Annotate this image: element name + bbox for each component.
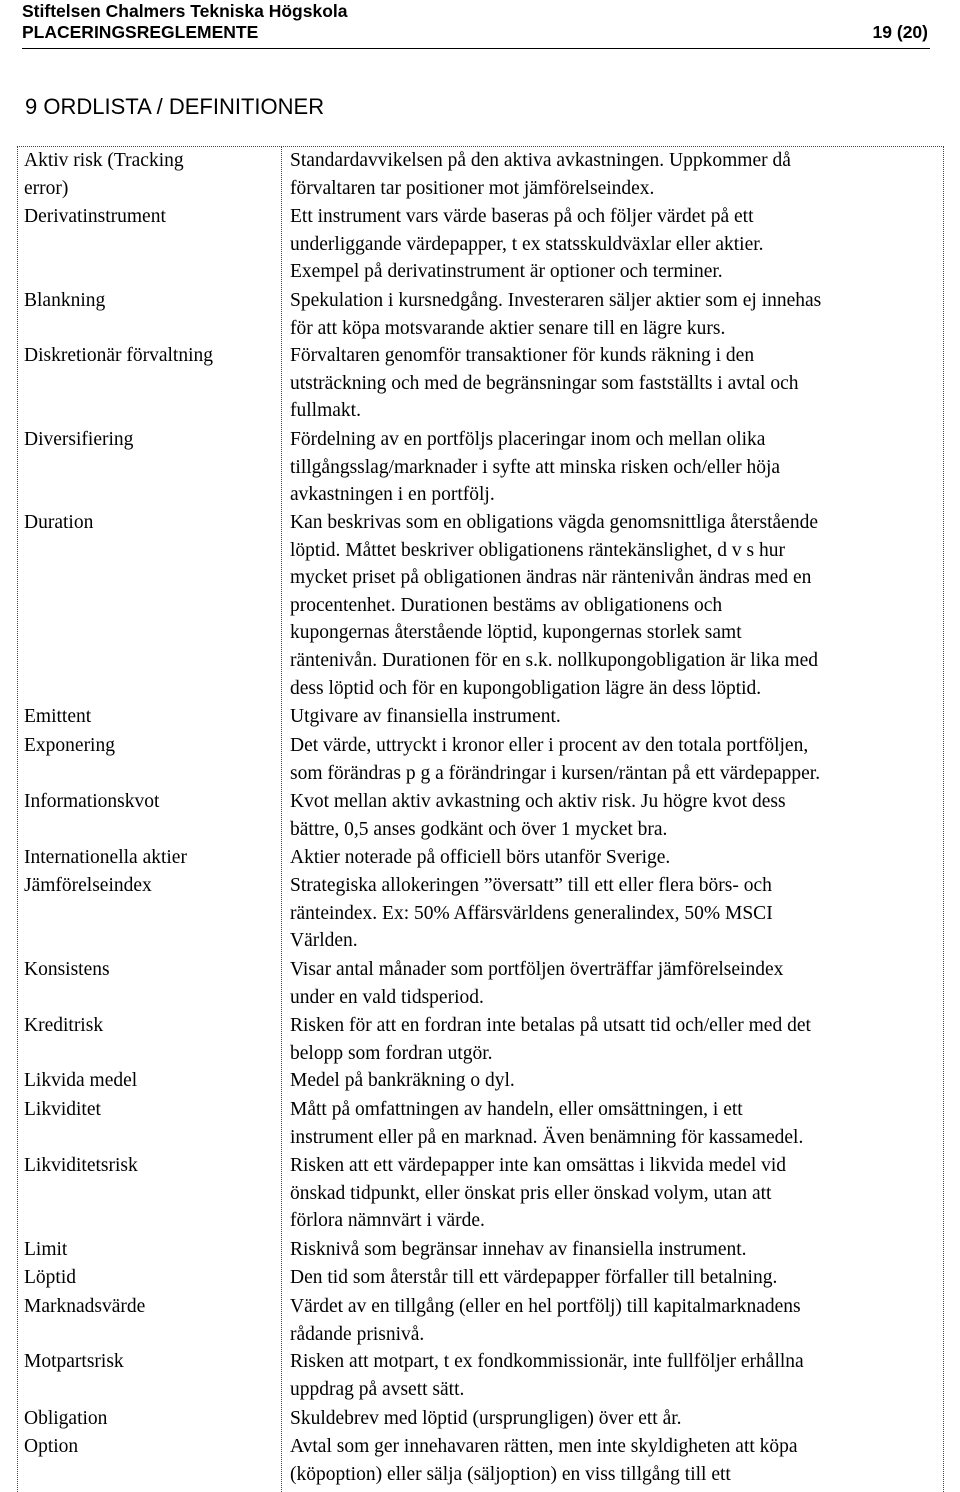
glossary-definition: Standardavvikelsen på den aktiva avkastningen. Uppkommer då förvaltaren tar positioner mot jämförelseindex. [290,150,791,199]
glossary-definition: Den tid som återstår till ett värdepapper förfaller till betalning. [290,1267,778,1288]
glossary-term: Duration [24,512,94,533]
glossary-term: Derivatinstrument [24,206,166,227]
glossary-term: Aktiv risk (Tracking error) [24,150,184,199]
glossary-definition: Skuldebrev med löptid (ursprungligen) över ett år. [290,1408,682,1429]
glossary-term: Marknadsvärde [24,1296,146,1317]
glossary-term: Emittent [24,706,92,727]
glossary-term: Likviditet [24,1099,101,1120]
glossary-term: Konsistens [24,959,110,980]
glossary-definition: Kvot mellan aktiv avkastning och aktiv risk. Ju högre kvot dess bättre, 0,5 anses godkänt och över 1 mycket bra. [290,791,786,840]
glossary-definition: Förvaltaren genomför transaktioner för kunds räkning i den utsträckning och med de begränsningar som fastställts i avtal och fullmakt. [290,345,799,422]
glossary-term: Likviditetsrisk [24,1155,138,1176]
glossary-term: Jämförelseindex [24,875,152,896]
glossary-definition: Utgivare av finansiella instrument. [290,706,561,727]
glossary-term: Blankning [24,290,106,311]
glossary-term: Exponering [24,735,115,756]
glossary-term: Limit [24,1239,68,1260]
glossary-term: Option [24,1436,79,1457]
section-title: 9 ORDLISTA / DEFINITIONER [25,94,325,119]
glossary-definition: Risknivå som begränsar innehav av finansiella instrument. [290,1239,747,1260]
glossary-term: Internationella aktier [24,847,187,868]
glossary-definition: Fördelning av en portföljs placeringar inom och mellan olika tillgångsslag/marknader i syfte att minska risken och/eller höja avkastningen i en portfölj. [290,429,781,506]
glossary-term: Diskretionär förvaltning [24,345,213,366]
glossary-term: Informationskvot [24,791,160,812]
glossary-definition: Risken att motpart, t ex fondkommissionär, inte fullföljer erhållna uppdrag på avsett sätt. [290,1351,804,1400]
page-number: 19 (20) [872,22,928,42]
glossary-definition: Aktier noterade på officiell börs utanför Sverige. [290,847,671,868]
glossary-definition: Värdet av en tillgång (eller en hel portfölj) till kapitalmarknadens rådande prisnivå. [290,1296,801,1345]
glossary-definition: Risken att ett värdepapper inte kan omsättas i likvida medel vid önskad tidpunkt, eller önskat pris eller önskad volym, utan att förlora nämnvärt i värde. [290,1155,787,1232]
glossary-definition: Ett instrument vars värde baseras på och följer värdet på ett underliggande värdepapper, t ex statsskuldväxlar eller aktier. Exempel på derivatinstrument är optioner och terminer. [290,206,764,283]
glossary-definition: Spekulation i kursnedgång. Investeraren säljer aktier som ej innehas för att köpa motsvarande aktier senare till en lägre kurs. [290,290,822,339]
glossary-term: Motpartsrisk [24,1351,124,1372]
glossary-definition: Risken för att en fordran inte betalas på utsatt tid och/eller med det belopp som fordran utgör. [290,1015,811,1064]
glossary-definition: Visar antal månader som portföljen överträffar jämförelseindex under en vald tidsperiod. [290,959,784,1008]
glossary-definition: Kan beskrivas som en obligations vägda genomsnittliga återstående löptid. Måttet beskriver obligationens räntekänslighet, d v s hur mycket priset på obligationen ändras när räntenivån ändras med en procentenhet. Durationen bestäms av obligationens och kupongernas återstående löptid, kupongernas storlek samt räntenivån. Durationen för en s.k. nollkupongobligation är lika med dess löptid och för en kupongobligation lägre än dess löptid. [290,512,818,699]
glossary-definition: Det värde, uttryckt i kronor eller i procent av den totala portföljen, som förändras p g a förändringar i kursen/räntan på ett värdepapper. [290,735,821,784]
glossary-term: Löptid [24,1267,76,1288]
glossary-term: Kreditrisk [24,1015,104,1036]
organization-name: Stiftelsen Chalmers Tekniska Högskola [22,1,348,21]
glossary-term: Diversifiering [24,429,134,450]
glossary-definition: Medel på bankräkning o dyl. [290,1070,515,1091]
glossary-term: Obligation [24,1408,108,1429]
document-title: PLACERINGSREGLEMENTE [22,22,259,42]
glossary-definition: Avtal som ger innehavaren rätten, men inte skyldigheten att köpa (köpoption) eller sälja (säljoption) en viss tillgång till ett [290,1436,798,1485]
glossary-term: Likvida medel [24,1070,138,1091]
glossary-definition: Strategiska allokeringen ”översatt” till ett eller flera börs- och ränteindex. Ex: 50% Affärsvärldens generalindex, 50% MSCI Världen. [290,875,773,952]
header-rule [22,48,930,49]
column-divider [281,147,282,1492]
glossary-definition: Mått på omfattningen av handeln, eller omsättningen, i ett instrument eller på en marknad. Även benämning för kassamedel. [290,1099,804,1148]
